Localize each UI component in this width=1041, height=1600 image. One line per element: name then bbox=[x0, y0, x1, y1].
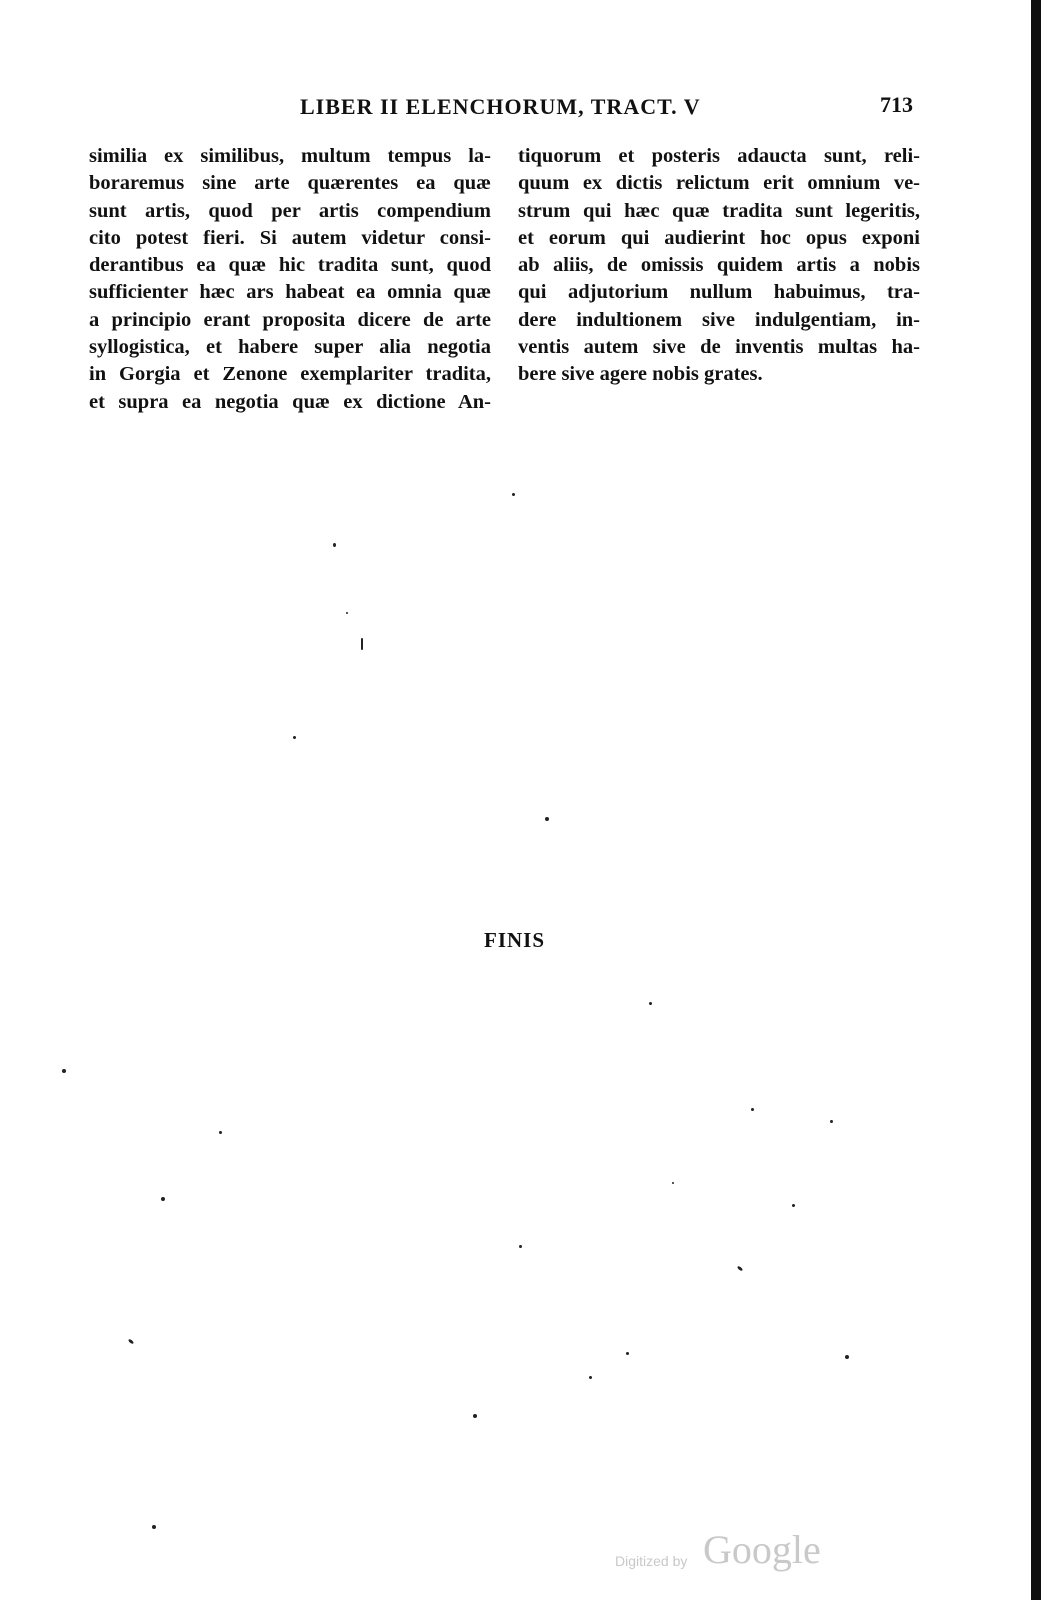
scan-speck bbox=[751, 1108, 754, 1111]
text-line: derantibus ea quæ hic tradita sunt, quod bbox=[89, 254, 491, 277]
page-header bbox=[0, 94, 1041, 134]
page-edge-border bbox=[1031, 0, 1041, 1600]
text-column-right bbox=[518, 143, 920, 389]
text-line: tiquorum et posteris adaucta sunt, reli- bbox=[518, 145, 920, 167]
text-line: similia ex similibus, multum tempus la- bbox=[89, 145, 491, 167]
text-line: syllogistica, et habere super alia negotia bbox=[89, 336, 491, 359]
scan-speck bbox=[845, 1355, 849, 1359]
page-number: 713 bbox=[880, 92, 913, 117]
finis-heading: FINIS bbox=[484, 928, 546, 952]
scan-speck bbox=[672, 1182, 674, 1184]
text-line: bere sive agere nobis grates. bbox=[518, 363, 763, 386]
text-line: in Gorgia et Zenone exemplariter tradita, bbox=[89, 363, 491, 386]
digitized-by-text: Digitized by bbox=[615, 1553, 688, 1569]
text-line: et supra ea negotia quæ ex dictione An- bbox=[89, 390, 491, 413]
running-title: LIBER II ELENCHORUM, TRACT. V bbox=[300, 94, 701, 119]
scan-speck bbox=[473, 1414, 477, 1418]
scan-speck bbox=[361, 638, 363, 650]
text-line: sunt artis, quod per artis compendium bbox=[89, 199, 491, 222]
scan-speck bbox=[219, 1131, 222, 1134]
scan-speck bbox=[519, 1245, 522, 1248]
scan-speck bbox=[333, 543, 336, 547]
text-line: ventis autem sive de inventis multas ha- bbox=[518, 336, 920, 359]
scan-speck bbox=[152, 1525, 156, 1529]
text-line: sufficienter hæc ars habeat ea omnia quæ bbox=[89, 281, 491, 304]
scan-speck bbox=[545, 817, 549, 821]
text-line: boraremus sine arte quærentes ea quæ bbox=[89, 172, 491, 195]
scan-speck bbox=[62, 1069, 66, 1073]
text-line: quum ex dictis relictum erit omnium ve- bbox=[518, 172, 920, 195]
scan-speck bbox=[830, 1120, 833, 1123]
text-line: dere indultionem sive indulgentiam, in- bbox=[518, 308, 920, 331]
text-line: et eorum qui audierint hoc opus exponi bbox=[518, 226, 920, 249]
text-line: qui adjutorium nullum habuimus, tra- bbox=[518, 281, 920, 304]
text-line: ab aliis, de omissis quidem artis a nobis bbox=[518, 254, 920, 277]
text-column-left bbox=[89, 143, 491, 416]
text-line: strum qui hæc quæ tradita sunt legeritis, bbox=[518, 199, 920, 222]
scan-speck bbox=[649, 1002, 652, 1005]
scan-speck bbox=[128, 1338, 135, 1344]
text-line: a principio erant proposita dicere de arte bbox=[89, 308, 491, 331]
scan-speck bbox=[737, 1265, 744, 1271]
scan-speck bbox=[346, 612, 348, 614]
scan-speck bbox=[626, 1352, 629, 1355]
google-logo: Google bbox=[703, 1527, 821, 1572]
scan-speck bbox=[161, 1197, 165, 1201]
text-line: cito potest fieri. Si autem videtur consi- bbox=[89, 226, 491, 249]
scan-speck bbox=[512, 493, 515, 496]
scan-speck bbox=[589, 1376, 592, 1379]
scan-speck bbox=[293, 736, 296, 739]
scan-speck bbox=[792, 1204, 795, 1207]
